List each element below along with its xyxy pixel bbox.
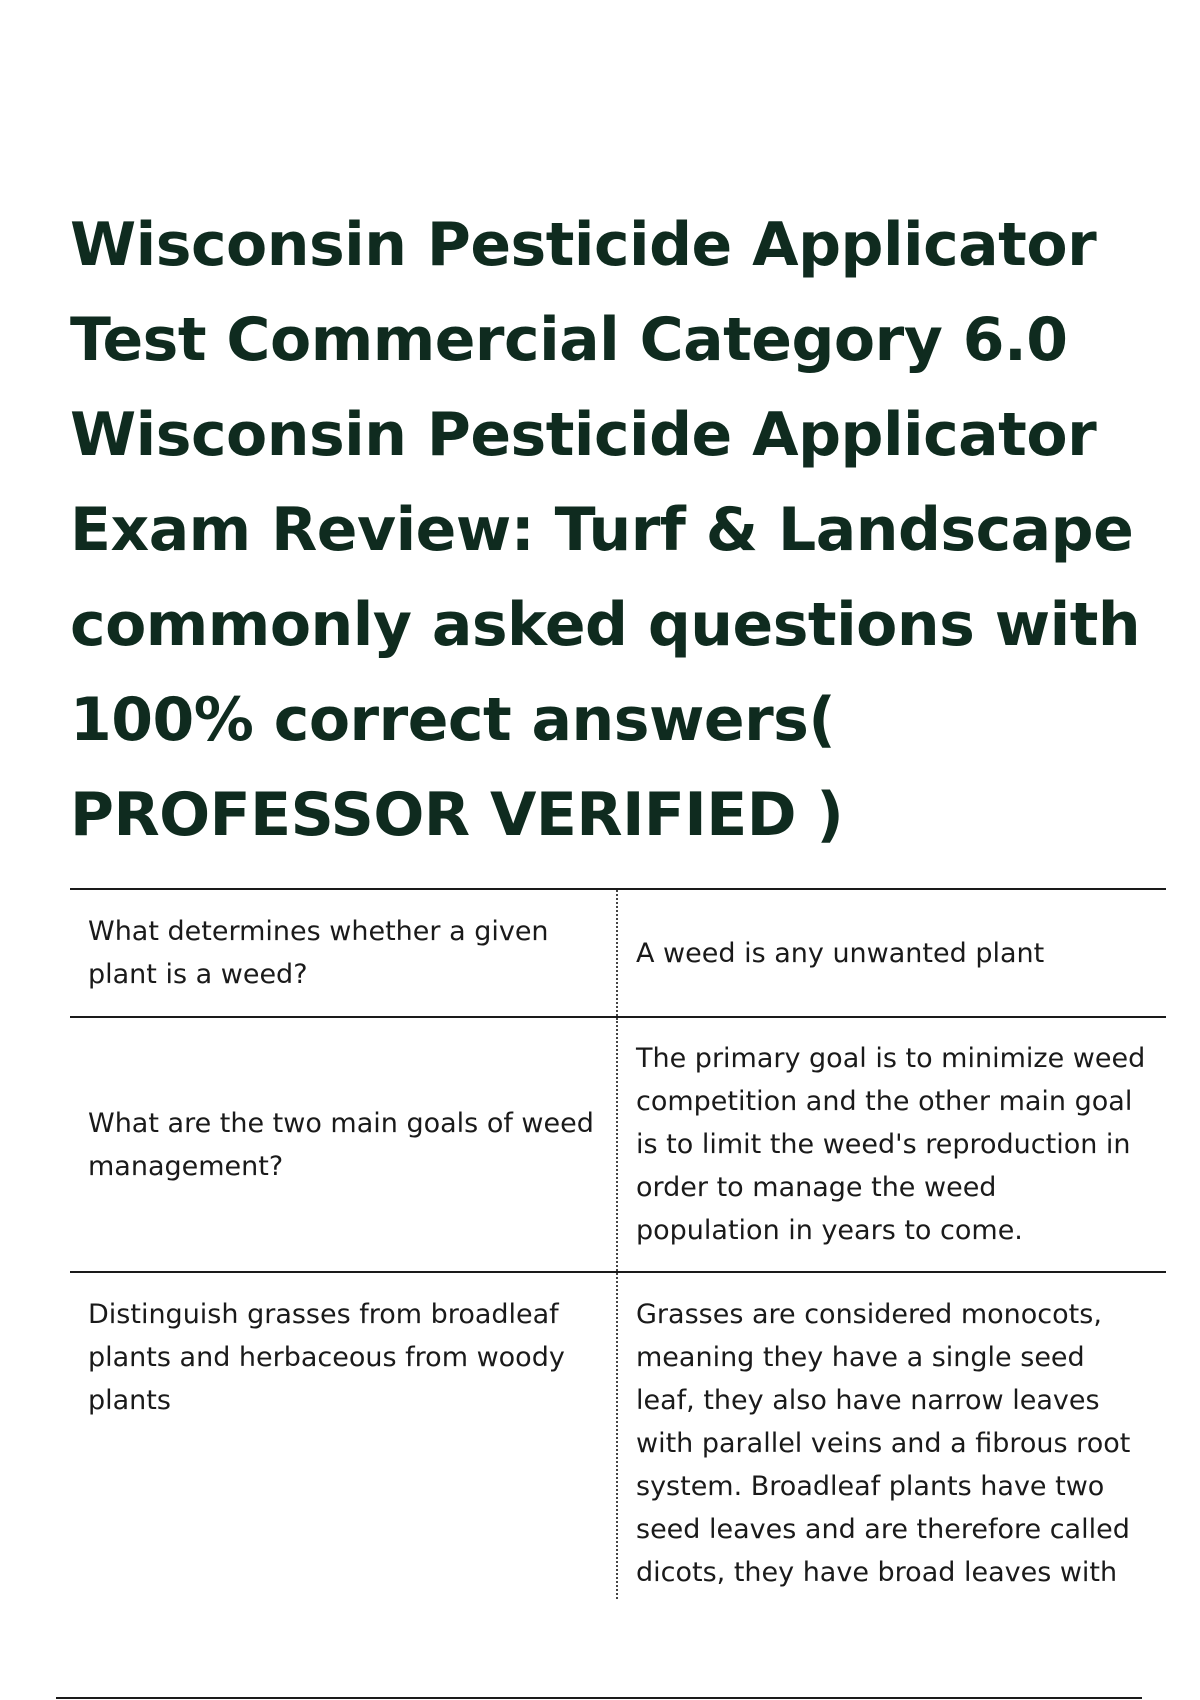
qa-row — [70, 1018, 1166, 1273]
qa-term: Distinguish grasses from broadleaf plants and herbaceous from woody plants — [70, 1273, 618, 1599]
qa-term: What are the two main goals of weed management? — [70, 1018, 618, 1271]
document-title: Wisconsin Pesticide Applicator Test Commercial Category 6.0 Wisconsin Pesticide Applicator Exam Review: Turf & Landscape commonly asked questions with 100% correct answers( PROFESSOR VERIFIED ) — [70, 210, 1141, 850]
qa-term: What determines whether a given plant is a weed? — [70, 890, 618, 1016]
qa-table — [70, 888, 1166, 1599]
qa-definition: Grasses are considered monocots, meaning they have a single seed leaf, they also have narrow leaves with parallel veins and a fibrous root system. Broadleaf plants have two seed leaves and are therefore called dicots, they have broad leaves with — [636, 1299, 1131, 1588]
page-divider — [56, 1697, 1142, 1699]
qa-row — [70, 1273, 1166, 1599]
qa-row — [70, 890, 1166, 1018]
qa-definition: The primary goal is to minimize weed competition and the other main goal is to limit the weed's reproduction in order to manage the weed population in years to come. — [636, 1043, 1146, 1246]
qa-definition: A weed is any unwanted plant — [636, 937, 1045, 969]
